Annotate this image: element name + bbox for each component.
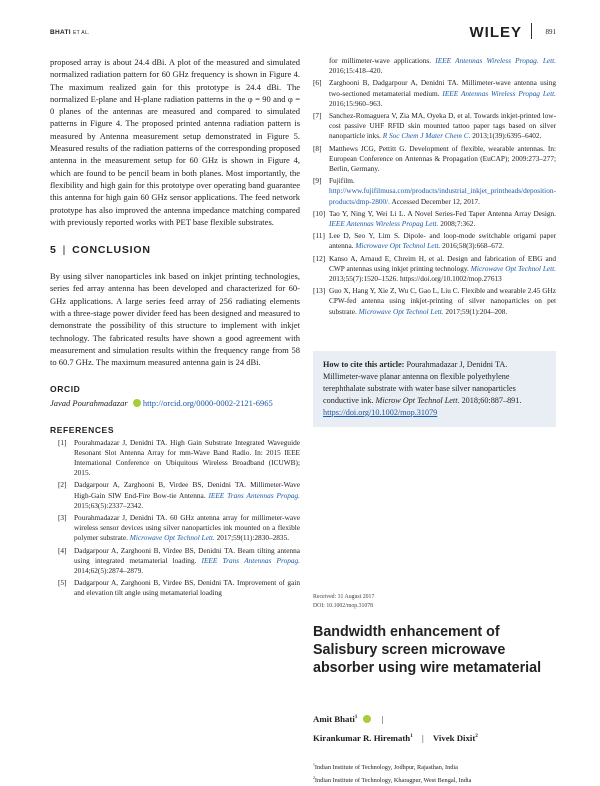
reference-journal-link[interactable]: Microwave Opt Technol Lett. — [355, 241, 441, 251]
reference-journal-link[interactable]: IEEE Antennas Wireless Propag. Lett. — [435, 56, 556, 65]
orcid-icon[interactable] — [363, 715, 371, 723]
article-meta — [313, 593, 374, 611]
article-title: Bandwidth enhancement of Salisbury screen microwave absorber using wire metamaterial — [313, 624, 542, 676]
cite-lead: How to cite this article: — [323, 359, 405, 369]
orcid-link[interactable]: http://orcid.org/0000-0002-2121-6965 — [142, 397, 273, 408]
reference-item: [7] Sanchez-Romaguera V, Zia MA, Oyeka D, et al. Towards inkjet-printed low-cost passive UHF RFID skin mounted tattoo paper tags based on silver nanoparticle inks. R Soc Chem J Mater Chem C. 2013;1(39):6395–6402. — [313, 111, 556, 141]
author-name[interactable]: Kirankumar R. Hiremath — [313, 732, 411, 743]
reference-journal-link[interactable]: IEEE Trans Antennas Propag. — [201, 555, 300, 565]
author-list: Amit Bhati$^1$ | Kirankumar R. Hiremath$^1$ | Vivek Dixit$^2$ — [313, 713, 478, 743]
affiliation-item: $^2$Indian Institute of Technology, Kharagpur, West Bengal, India — [313, 776, 472, 785]
right-column — [313, 56, 556, 427]
reference-item: [1] Pourahmadazar J, Denidni TA. High Gain Substrate Integrated Waveguide Resonant Slot Antenna Array for mm-Wave Band Radio. In: 2015 IEEE International Conference on Ubiquitous Wireless Broadband (ICUWB); 2015. — [58, 437, 300, 478]
publisher-logo: WILEY — [469, 24, 522, 41]
reference-item: [6] Zarghooni B, Dadgarpour A, Denidni TA. Millimeter-wave antenna using two-sectioned metamaterial medium. IEEE Antennas Wireless Propag Lett. 2016;15:960–963. — [313, 78, 557, 108]
how-to-cite-box: How to cite this article: Pourahmadazar J, Denidni TA. Millimeter-wave planar antenna on flexible polyethylene terephthalate substrate with water base silver nanoparticles conductive ink. Microw Opt Technol Lett. 2018;60:887–891. https://doi.org/10.1002/mop.31079 — [313, 351, 556, 427]
reference-item: [3] Pourahmadazar J, Denidni TA. 60 GHz antenna array for millimeter-wave wireless sensor devices using silver nanoparticles ink mounted on a flexible polymer substrate. Microwave Opt Technol Lett. 2017;59(11):2830–2835. — [58, 512, 300, 543]
reference-item: [13] Guo X, Hang Y, Xie Z, Wu C, Gao L, Liu C. Flexible and wearable 2.45 GHz CPW-fed antenna using inkjet-printing of silver nanoparticles on pet substrate. Microwave Opt Technol Lett. 2017;59(1):204–208. — [313, 286, 556, 316]
reference-item: [9] Fujifilm. http://www.fujifilmusa.com/products/industrial_inkjet_printheads/deposition-products/dmp-2800/. Accessed December 12, 2017. — [313, 176, 556, 206]
orcid-entry — [50, 397, 300, 409]
received-date: Received: 31 August 2017 — [313, 594, 375, 600]
page-number: 891 — [545, 28, 556, 36]
reference-journal-link[interactable]: R Soc Chem J Mater Chem C. — [382, 131, 471, 141]
reference-item: [11] Lee D, Seo Y, Lim S. Dipole- and loop-mode switchable origami paper antenna. Microwave Opt Technol Lett. 2016;58(3):668–672. — [313, 231, 556, 251]
running-author: BHATI ET AL. — [50, 29, 90, 36]
references-heading: REFERENCES — [50, 424, 115, 435]
affiliations — [313, 760, 471, 786]
orcid-name: Javad Pourahmadazar — [50, 397, 128, 408]
reference-journal-link[interactable]: IEEE Antennas Wireless Propag Lett. — [329, 219, 439, 229]
header-divider — [531, 23, 532, 39]
conclusion-heading: 5 | CONCLUSION — [50, 244, 151, 257]
reference-journal-link[interactable]: Microwave Opt Technol Lett. — [129, 533, 215, 543]
author-name[interactable]: Amit Bhati — [313, 713, 355, 724]
affiliation-item: $^1$Indian Institute of Technology, Jodhpur, Rajasthan, India — [313, 763, 458, 772]
reference-item: [8] Matthews JCG, Pettitt G. Development of flexible, wearable antennas. In: European Conference on Antennas & Propagation (EuCAP); 2009:273–277; Berlin, Germany. — [313, 143, 556, 174]
references-list-right — [313, 56, 556, 317]
reference-url-link[interactable]: http://www.fujifilmusa.com/products/industrial_inkjet_printheads/deposition-products/dmp-2800/. — [329, 186, 556, 206]
references-list-left — [50, 438, 300, 599]
reference-item: [10] Tao Y, Ning Y, Wei Li L. A Novel Series-Fed Taper Antenna Array Design. IEEE Antennas Wireless Propag Lett. 2008;7:362. — [313, 208, 556, 229]
author-name[interactable]: Vivek Dixit — [432, 732, 476, 743]
reference-item: for millimeter-wave applications. IEEE Antennas Wireless Propag. Lett. 2016;15:418–420. — [329, 56, 556, 76]
conclusion-paragraph: By using silver nanoparticles ink based on inkjet printing technologies, series fed array antenna has been developed and characterized for 60-GHz applications. A large series feed array of 256 radiating elements with a three-stage power divider feed has been designed and measured to demonstrate the possibility of this structure to implement with inkjet technology. The fabricated results have shown a good agreement with measurement and simulation results within the frequency range from 58 to 60.7 GHz. The maximum measured antenna gain is 24 dBi. — [50, 271, 300, 368]
reference-journal-link[interactable]: Microwave Opt Technol Lett. — [470, 263, 556, 273]
reference-journal-link[interactable]: IEEE Trans Antennas Propag. — [208, 490, 300, 500]
orcid-icon — [133, 399, 141, 407]
page-header — [50, 26, 556, 44]
left-column — [50, 56, 300, 601]
results-paragraph: proposed array is about 24.4 dBi. A plot of the measured and simulated normalized radiation pattern for 60 GHz frequency is shown in Figure 4. The maximum realized gain for this prototype is 24.4 dBi. The normalized E-plane and H-plane radiation patterns in the φ = 90 and φ = 0 planes of the antennas are measured and compared to simulated patterns in Figure 4. The proposed printed antenna radiation pattern is measured by Antenna measurement setup demonstrated in Figure 5. Measured results of the radiation patterns of the corresponding proposed antenna in the measurement setup for 60 GHz is shown in Figure 4, which are found to be pencil beam in both planes. Most importantly, the flexibility and high gain for this prototype over operating band guarantee this antenna for high gain 60 GHz sensor applications. The feed network prototype has also improved the antenna impedance matching compared with previously reported works with PET base flexible substrates. — [50, 57, 300, 227]
reference-item: [2] Dadgarpour A, Zarghooni B, Virdee BS, Denidni TA. Millimeter-Wave High-Gain SIW End-Fire Bow-tie Antenna. IEEE Trans Antennas Propag. 2015;63(5):2337–2342. — [58, 480, 300, 510]
reference-item: [12] Kanso A, Arnaud E, Chreim H, et al. Design and fabrication of EBG and CWP antennas using inkjet printing technology. Microwave Opt Technol Lett. 2013;55(7):1520–1526. https://doi.org/10.1002/mop.27613 — [313, 253, 556, 284]
reference-item: [5] Dadgarpour A, Zarghooni B, Virdee BS, Denidni TA. Improvement of gain and elevation tilt angle using metamaterial loading — [58, 578, 300, 598]
cite-doi-link[interactable]: https://doi.org/10.1002/mop.31079 — [323, 407, 438, 417]
reference-journal-link[interactable]: Microwave Opt Technol Lett. — [358, 306, 444, 316]
article-doi: DOI: 10.1002/mop.31078 — [313, 603, 374, 609]
orcid-heading: ORCID — [50, 383, 81, 394]
reference-item: [4] Dadgarpour A, Zarghooni B, Virdee BS, Denidni TA. Beam tilting antenna using integrated metamaterial loading. IEEE Trans Antennas Propag. 2014;62(5):2874–2879. — [58, 545, 300, 575]
reference-journal-link[interactable]: IEEE Antennas Wireless Propag Lett. — [442, 88, 557, 98]
